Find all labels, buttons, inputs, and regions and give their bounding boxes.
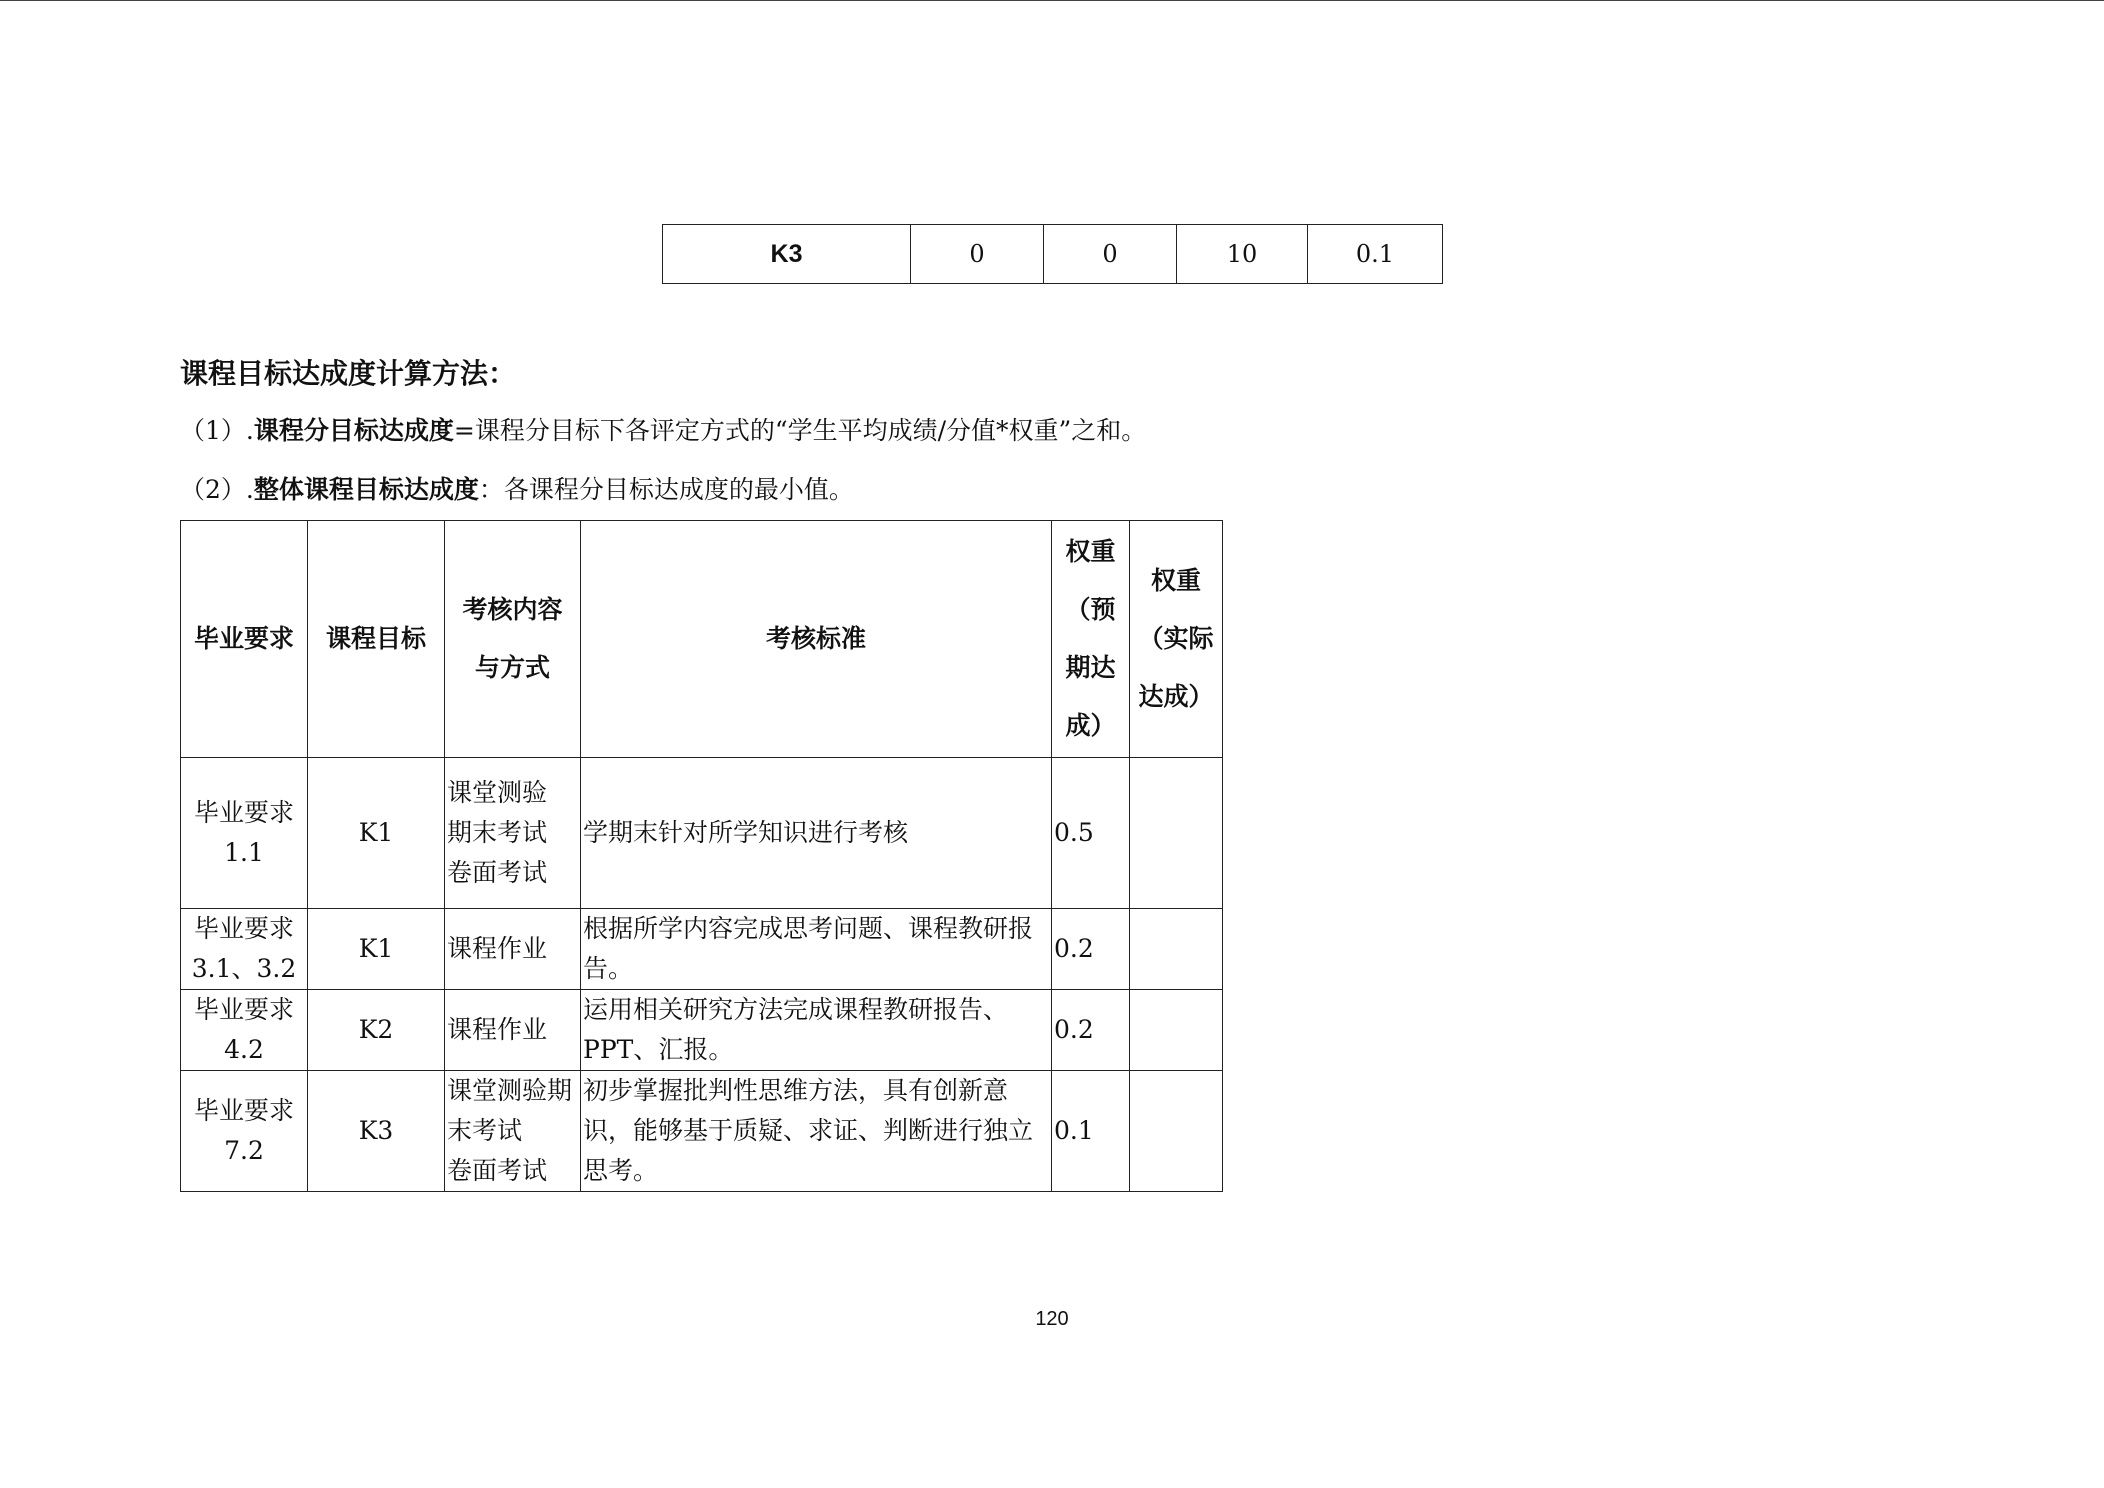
cell-actual [1130,1071,1223,1192]
cell-requirement: 毕业要求 1.1 [181,758,308,909]
header-weight-expected: 权重 （预 期达 成） [1052,521,1130,758]
k3-value-cell: 0 [1044,225,1177,284]
table-row [181,990,1223,1071]
cell-content: 课堂测验期 末考试 卷面考试 [445,1071,581,1192]
cell-requirement: 毕业要求 3.1、3.2 [181,909,308,990]
table-header-row [181,521,1223,758]
cell-content: 课堂测验 期末考试 卷面考试 [445,758,581,909]
table-row [181,1071,1223,1192]
cell-weight: 0.1 [1052,1071,1130,1192]
cell-goal: K2 [308,990,445,1071]
k3-value-cell: 0 [911,225,1044,284]
cell-standard: 学期末针对所学知识进行考核 [581,758,1052,909]
cell-goal: K3 [308,1071,445,1192]
para-prefix: （1）. [180,416,254,445]
header-content-method: 考核内容 与方式 [445,521,581,758]
cell-content: 课程作业 [445,909,581,990]
cell-weight: 0.2 [1052,990,1130,1071]
cell-actual [1130,990,1223,1071]
top-border-line [0,0,2104,1]
cell-weight: 0.5 [1052,758,1130,909]
cell-requirement: 毕业要求 4.2 [181,990,308,1071]
k3-value-cell: 10 [1177,225,1308,284]
header-standard: 考核标准 [581,521,1052,758]
method-paragraph-2 [180,473,854,507]
method-paragraph-1 [180,414,1146,448]
cell-standard: 初步掌握批判性思维方法，具有创新意 识，能够基于质疑、求证、判断进行独立 思考。 [581,1071,1052,1192]
cell-requirement: 毕业要求 7.2 [181,1071,308,1192]
para-term: 整体课程目标达成度 [253,475,479,504]
cell-weight: 0.2 [1052,909,1130,990]
cell-standard: 根据所学内容完成思考问题、课程教研报 告。 [581,909,1052,990]
cell-actual [1130,758,1223,909]
cell-standard: 运用相关研究方法完成课程教研报告、 PPT、汇报。 [581,990,1052,1071]
table-row [663,225,1443,284]
para-prefix: （2）. [180,475,254,504]
cell-goal: K1 [308,909,445,990]
header-graduation-requirement: 毕业要求 [181,521,308,758]
k3-value-cell: 0.1 [1308,225,1443,284]
section-heading: 课程目标达成度计算方法： [180,357,517,390]
page-number: 120 [1035,1308,1069,1330]
header-weight-actual: 权重 （实际 达成） [1130,521,1223,758]
cell-goal: K1 [308,758,445,909]
para-term: 课程分目标达成度 [253,416,454,445]
para-text: ：各课程分目标达成度的最小值。 [478,475,854,504]
table-row [181,758,1223,909]
k3-label-cell: K3 [663,225,911,284]
header-course-goal: 课程目标 [308,521,445,758]
k3-summary-table [662,224,1443,284]
para-text: =课程分目标下各评定方式的“学生平均成绩/分值*权重”之和。 [453,416,1147,445]
cell-content: 课程作业 [445,990,581,1071]
cell-actual [1130,909,1223,990]
assessment-table [180,520,1223,1192]
table-row [181,909,1223,990]
